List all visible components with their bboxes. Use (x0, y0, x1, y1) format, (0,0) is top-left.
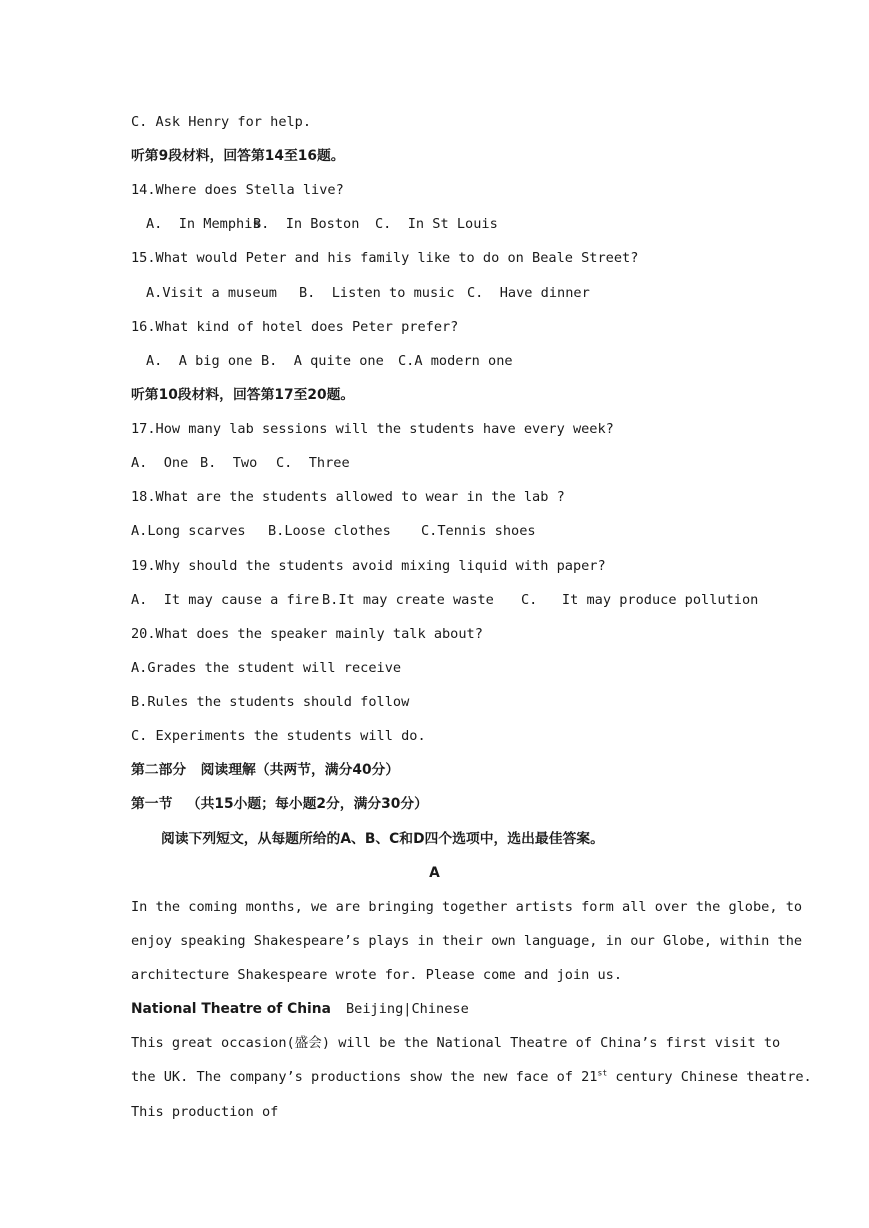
option: C. In St Louis (375, 216, 498, 232)
part-2-heading: 第二部分 阅读理解（共两节，满分40分） (131, 762, 400, 778)
question-20-option-b: B.Rules the students should follow (131, 694, 410, 710)
passage-paragraph-2-line-2 (131, 1068, 812, 1086)
question-17-options (131, 454, 350, 472)
option: B.It may create waste (322, 592, 494, 608)
option: B. Two (200, 455, 258, 471)
theatre-heading (131, 1000, 469, 1018)
theatre-location: Beijing|Chinese (346, 1001, 469, 1017)
superscript: st (597, 1068, 608, 1078)
passage-paragraph-2-line-3: This production of (131, 1104, 279, 1120)
section-1-heading: 第一节 （共15小题；每小题2分，满分30分） (131, 796, 428, 812)
option: B. In Boston (253, 216, 360, 232)
option: B. Listen to music (299, 285, 455, 301)
option: A. It may cause a fire (131, 592, 320, 608)
question-20-option-c: C. Experiments the students will do. (131, 728, 426, 744)
option: A. One (131, 455, 189, 471)
passage-paragraph-1-line-3: architecture Shakespeare wrote for. Please come and join us. (131, 967, 623, 983)
question-15: 15.What would Peter and his family like to do on Beale Street? (131, 250, 639, 266)
question-15-options (146, 284, 590, 302)
reading-instructions: 阅读下列短文，从每题所给的A、B、C和D四个选项中，选出最佳答案。 (161, 831, 604, 847)
question-14-options (146, 215, 498, 233)
passage-label: A (429, 865, 440, 881)
question-20-option-a: A.Grades the student will receive (131, 660, 402, 676)
question-14: 14.Where does Stella live? (131, 182, 344, 198)
question-16-options (146, 352, 513, 370)
passage-paragraph-2-line-1: This great occasion(盛会) will be the National Theatre of China’s first visit to (131, 1035, 781, 1051)
q13-option-c: C. Ask Henry for help. (131, 114, 312, 130)
passage-paragraph-1-line-2: enjoy speaking Shakespeare’s plays in their own language, in our Globe, within the (131, 933, 803, 949)
question-16: 16.What kind of hotel does Peter prefer? (131, 319, 459, 335)
question-19-options (131, 591, 758, 609)
option: C. Have dinner (467, 285, 590, 301)
text-segment: century Chinese theatre. (607, 1069, 812, 1085)
question-17: 17.How many lab sessions will the students have every week? (131, 421, 614, 437)
question-18: 18.What are the students allowed to wear in the lab ? (131, 489, 565, 505)
option: C.Tennis shoes (421, 523, 536, 539)
question-20: 20.What does the speaker mainly talk about? (131, 626, 483, 642)
section-10-heading: 听第10段材料，回答第17至20题。 (131, 387, 355, 403)
option: A.Visit a museum (146, 285, 277, 301)
theatre-name: National Theatre of China (131, 1001, 331, 1017)
option: B.Loose clothes (268, 523, 391, 539)
passage-paragraph-1-line-1: In the coming months, we are bringing together artists form all over the globe, to (131, 899, 803, 915)
question-19: 19.Why should the students avoid mixing liquid with paper? (131, 558, 606, 574)
option: C.A modern one (398, 353, 513, 369)
section-9-heading: 听第9段材料，回答第14至16题。 (131, 148, 345, 164)
option: C. Three (276, 455, 350, 471)
question-18-options (131, 522, 536, 540)
option: B. A quite one (261, 353, 384, 369)
text-segment: the UK. The company’s productions show the new face of 21 (131, 1069, 598, 1085)
option: C. It may produce pollution (521, 592, 759, 608)
option: A. A big one (146, 353, 253, 369)
option: A. In Memphis (146, 216, 261, 232)
option: A.Long scarves (131, 523, 246, 539)
